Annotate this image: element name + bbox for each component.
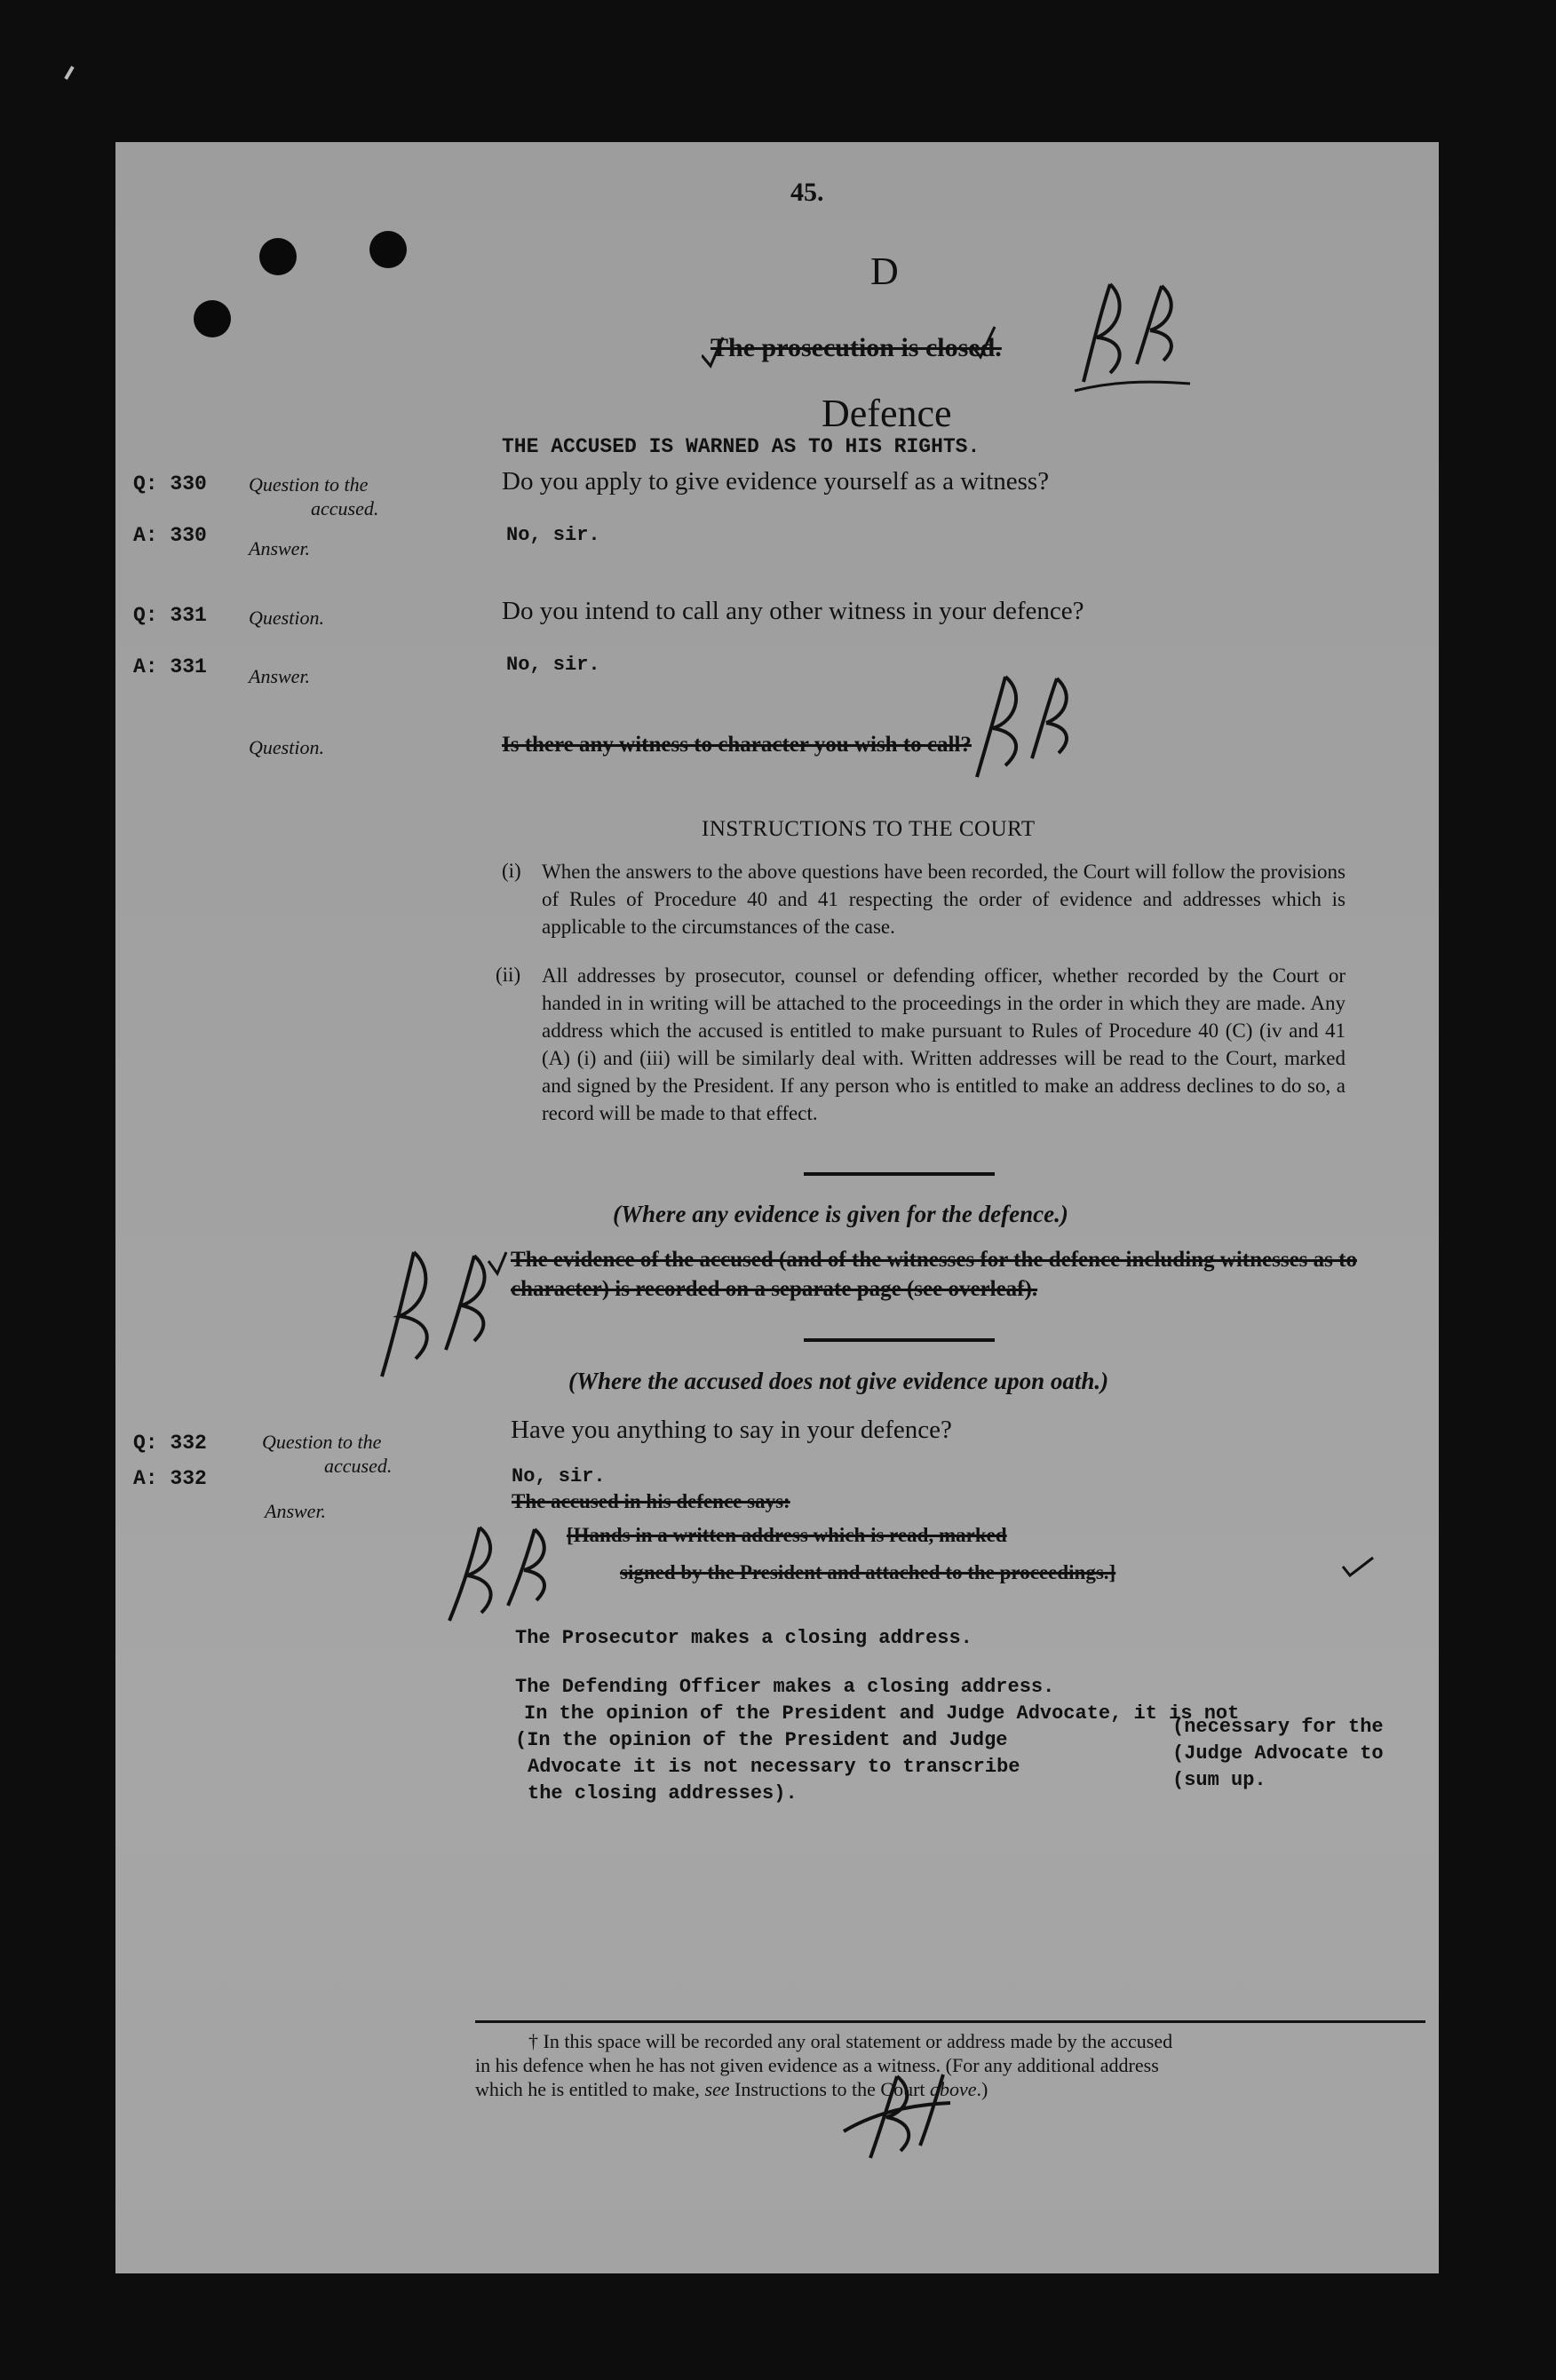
struck-question: Is there any witness to character you wish to call? [502,733,972,757]
initials-signature-icon [835,2060,968,2167]
instruction-text: When the answers to the above questions have been recorded, the Court will follow the provisions of Rules of Procedure 40 and 41 respecting the order of evidence and addresses which is applicable to the circumstances of the case. [542,861,1346,938]
closing-note-right: (necessary for the (Judge Advocate to (sum up. [1172,1716,1384,1791]
page-number: 45. [790,178,824,207]
instructions-title: INSTRUCTIONS TO THE COURT [702,817,1036,841]
question-label: Question to the accused. [262,1431,393,1477]
closing-note: (In the opinion of the President and Judge Advocate it is not necessary to transcribe the closing addresses). [515,1729,1020,1805]
margin-mark [64,66,74,80]
answer-number: A: 330 [133,524,207,547]
check-mark-icon [1341,1554,1377,1581]
question-number: Q: 331 [133,604,207,627]
instruction-number: (ii) [496,964,521,986]
struck-evidence-paragraph: The evidence of the accused (and of the witnesses for the defence including witnesses as to character) is recorded on a separate page (see overleaf). [511,1248,1357,1301]
section-note: (Where the accused does not give evidence upon oath.) [568,1368,1109,1394]
initials-signature-icon [364,1234,515,1385]
initials-signature-icon [435,1510,577,1625]
answer-number: A: 331 [133,655,207,678]
question-label: Question to the accused. [249,473,379,520]
initials-signature-icon [1057,275,1199,400]
question-number: Q: 332 [133,1432,207,1455]
question-text: Do you intend to call any other witness in your defence? [502,597,1084,625]
warning-line: THE ACCUSED IS WARNED AS TO HIS RIGHTS. [502,435,980,458]
section-letter: D [870,250,899,293]
initials-signature-icon [950,666,1092,790]
question-text: Do you apply to give evidence yourself as a witness? [502,467,1050,496]
closing-opinion: In the opinion of the President and Judge Advocate, it is not [524,1702,1240,1725]
struck-prosecution-closed: The prosecution is closed. [711,333,1002,362]
answer-label: Answer. [249,537,311,559]
punch-hole [194,300,231,337]
footnote: † In this space will be recorded any oral statement or address made by the accused in his defence when he has not given evidence as a witness. (For any additional address which he is entitled to make, see Instructions to the Court above.) [475,2030,1173,2100]
answer-label: Answer. [249,665,311,687]
section-note: (Where any evidence is given for the defence.) [613,1201,1068,1227]
divider [804,1172,995,1176]
document-page [115,142,1439,2273]
punch-hole [369,231,407,268]
struck-defence-statement: The accused in his defence says: [512,1490,790,1512]
punch-hole [259,238,297,275]
instruction-number: (i) [502,860,521,882]
question-label: Question. [249,736,324,758]
struck-defence-statement: [Hands in a written address which is read, marked [567,1524,1007,1546]
divider [475,2020,1425,2023]
answer-number: A: 332 [133,1467,207,1490]
closing-prosecutor: The Prosecutor makes a closing address. [515,1627,972,1649]
answer-text: No, sir. [512,1465,606,1488]
question-label: Question. [249,607,324,629]
page-title: Defence [822,392,952,435]
struck-defence-statement: signed by the President and attached to the proceedings.] [620,1561,1116,1583]
question-text: Have you anything to say in your defence? [511,1416,952,1444]
divider [804,1338,995,1342]
answer-label: Answer. [265,1500,327,1522]
answer-text: No, sir. [506,524,600,546]
instruction-text: All addresses by prosecutor, counsel or defending officer, whether recorded by the Court or handed in in writing will be attached to the proceedings in the order in which they are made. Any address which the accused is entitled to make pursuant to Rules of Procedure 40 (C) (iv and 41 (A) (i) and (iii) will be similarly deal with. Written addresses will be read to the Court, marked and signed by the President. If any person who is entitled to make an address declines to do so, a record will be made to that effect. [542,964,1346,1124]
question-number: Q: 330 [133,472,207,496]
answer-text: No, sir. [506,654,600,676]
closing-defending: The Defending Officer makes a closing address. [515,1676,1055,1698]
